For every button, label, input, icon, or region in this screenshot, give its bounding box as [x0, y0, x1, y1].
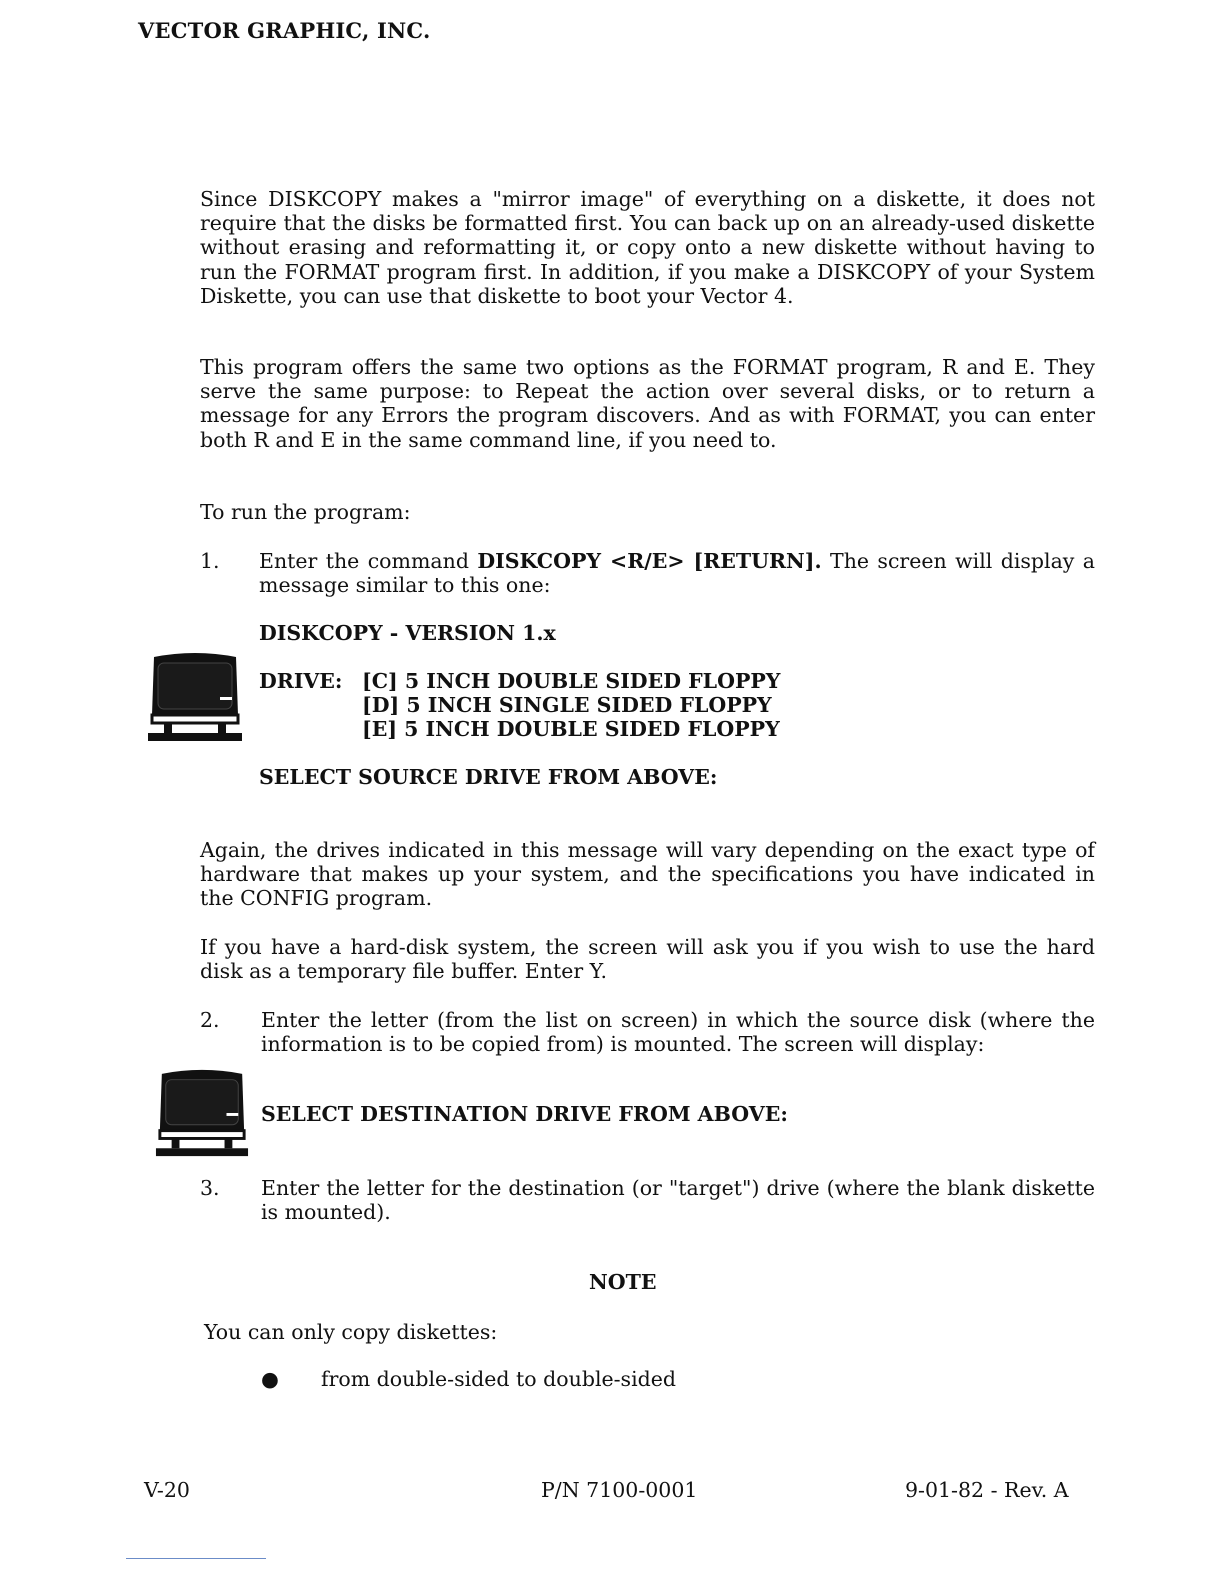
select-destination-prompt: SELECT DESTINATION DRIVE FROM ABOVE:: [261, 1102, 788, 1126]
note-bullet-item: from double-sided to double-sided: [321, 1367, 677, 1391]
screen-title: DISKCOPY - VERSION 1.x: [259, 621, 556, 645]
step-1-pre: Enter the command: [259, 549, 478, 573]
drives-vary-paragraph: Again, the drives indicated in this message will vary depending on the exact type of hardware that makes up your system, and the specifications you have indicated in the CONFIG program.: [200, 838, 1095, 911]
intro-paragraph: Since DISKCOPY makes a "mirror image" of everything on a diskette, it does not require that the disks be formatted first. You can back up on an already-used diskette without erasing and reformatting it, or copy onto a new diskette without having to run the FORMAT program first. In addition, if you make a DISKCOPY of your System Diskette, you can use that diskette to boot your Vector 4.: [200, 187, 1095, 308]
drive-list: [362, 669, 780, 741]
company-header: VECTOR GRAPHIC, INC.: [138, 18, 431, 43]
step-2-number: 2.: [200, 1008, 220, 1032]
step-1-command: DISKCOPY <R/E> [RETURN].: [477, 549, 822, 573]
step-2-text: Enter the letter (from the list on screen) in which the source disk (where the information is to be copied from) is mounted. The screen will display:: [261, 1008, 1095, 1057]
note-title: NOTE: [589, 1270, 657, 1294]
select-source-prompt: SELECT SOURCE DRIVE FROM ABOVE:: [259, 765, 718, 789]
terminal-icon: [154, 1067, 250, 1159]
note-text: You can only copy diskettes:: [204, 1320, 498, 1344]
step-3-text: Enter the letter for the destination (or "target") drive (where the blank diskette is mounted).: [261, 1176, 1095, 1225]
hard-disk-paragraph: If you have a hard-disk system, the screen will ask you if you wish to use the hard disk as a temporary file buffer. Enter Y.: [200, 935, 1095, 984]
drive-option-d: [D] 5 INCH SINGLE SIDED FLOPPY: [362, 693, 772, 717]
drive-option-c: [C] 5 INCH DOUBLE SIDED FLOPPY: [362, 669, 781, 693]
revision-date: 9-01-82 - Rev. A: [905, 1478, 1069, 1502]
step-1-post: The screen will display a message similar to this one:: [259, 549, 1095, 598]
terminal-icon: [146, 651, 244, 743]
step-1-number: 1.: [200, 549, 220, 573]
run-intro: To run the program:: [200, 500, 411, 524]
drive-option-e: [E] 5 INCH DOUBLE SIDED FLOPPY: [362, 717, 780, 741]
options-paragraph: This program offers the same two options as the FORMAT program, R and E. They serve the same purpose: to Repeat the action over several disks, or to return a message for any Errors the program discovers. And as with FORMAT, you can enter both R and E in the same command line, if you need to.: [200, 355, 1095, 452]
part-number: P/N 7100-0001: [541, 1478, 698, 1502]
bottom-rule: [126, 1558, 266, 1559]
bullet-icon: ●: [261, 1367, 279, 1391]
step-3-number: 3.: [200, 1176, 220, 1200]
page-number: V-20: [144, 1478, 190, 1502]
drive-label: DRIVE:: [259, 669, 343, 693]
step-1-text: [259, 549, 1095, 597]
